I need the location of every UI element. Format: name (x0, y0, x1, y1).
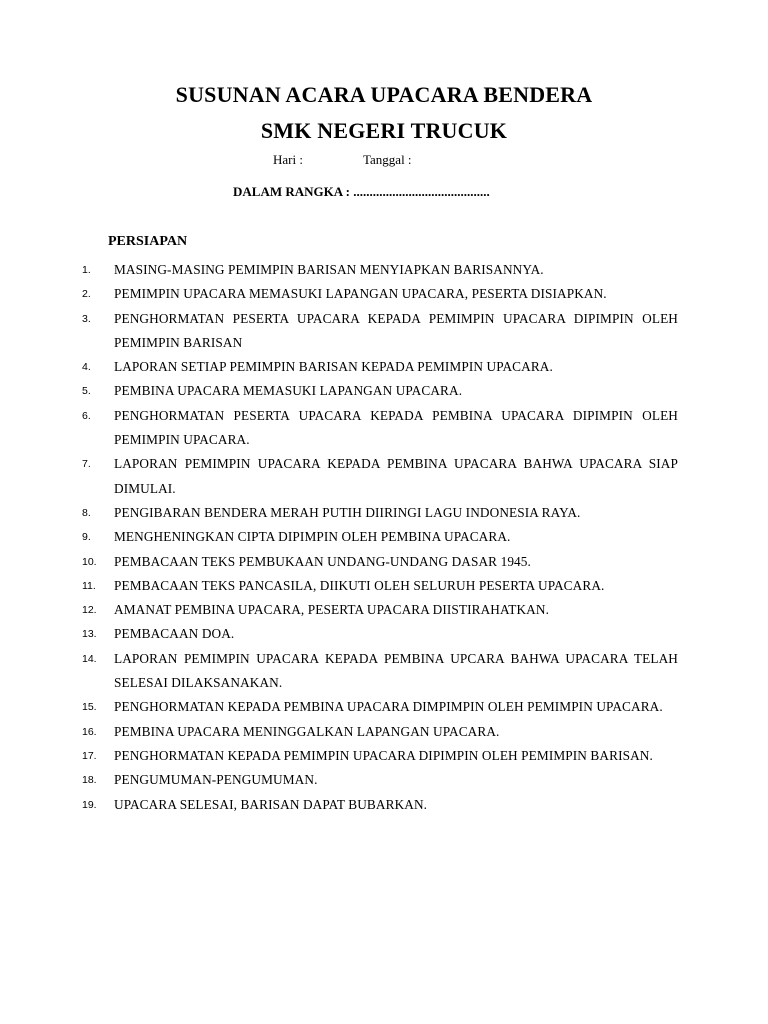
section-title: PERSIAPAN (108, 234, 188, 249)
item-text: PENGHORMATAN KEPADA PEMIMPIN UPACARA DIPIMPIN OLEH PEMIMPIN BARISAN. (114, 747, 653, 763)
list-item (82, 282, 678, 306)
item-number: 6. (82, 409, 91, 422)
item-text: PEMBACAAN TEKS PEMBUKAAN UNDANG-UNDANG DASAR 1945. (114, 553, 531, 569)
item-number: 5. (82, 385, 91, 398)
item-number: 14. (82, 652, 97, 665)
list-item (82, 379, 678, 403)
item-text: PEMBINA UPACARA MEMASUKI LAPANGAN UPACARA. (114, 383, 463, 399)
school-name: SMK NEGERI TRUCUK (260, 118, 508, 143)
item-number: 7. (82, 458, 91, 471)
item-number: 1. (82, 264, 91, 276)
item-number: 16. (82, 725, 97, 738)
item-text: PENGHORMATAN PESERTA UPACARA KEPADA PEMBINA UPACARA DIPIMPIN OLEH PEMIMPIN UPACARA. (114, 407, 678, 448)
item-text: MENGHENINGKAN CIPTA DIPIMPIN OLEH PEMBINA UPACARA. (114, 529, 511, 545)
item-number: 17. (82, 749, 97, 762)
rangka-line (233, 184, 490, 200)
list-item (82, 647, 678, 696)
list-item (82, 355, 678, 379)
list-item (82, 501, 678, 525)
list-item (82, 258, 678, 282)
agenda-list (82, 258, 678, 817)
document-title: SUSUNAN ACARA UPACARA BENDERA (175, 82, 593, 107)
item-number: 2. (82, 288, 91, 301)
item-number: 15. (82, 701, 97, 714)
item-text: PENGUMUMAN-PENGUMUMAN. (114, 772, 318, 788)
item-number: 12. (82, 604, 97, 617)
list-item (82, 744, 678, 768)
item-number: 10. (82, 555, 97, 568)
list-item (82, 525, 678, 549)
item-text: PEMIMPIN UPACARA MEMASUKI LAPANGAN UPACARA, PESERTA DISIAPKAN. (114, 286, 607, 302)
item-text: PEMBINA UPACARA MENINGGALKAN LAPANGAN UPACARA. (114, 723, 500, 739)
list-item (82, 307, 678, 356)
item-number: 19. (82, 798, 97, 811)
list-item (82, 695, 678, 719)
item-text: PEMBACAAN DOA. (114, 626, 235, 642)
list-item (82, 404, 678, 453)
item-text: PEMBACAAN TEKS PANCASILA, DIIKUTI OLEH SELURUH PESERTA UPACARA. (114, 577, 605, 593)
item-text: MASING-MASING PEMIMPIN BARISAN MENYIAPKAN BARISANNYA. (114, 262, 544, 277)
item-text: LAPORAN SETIAP PEMIMPIN BARISAN KEPADA PEMIMPIN UPACARA. (114, 359, 553, 375)
item-text: PENGIBARAN BENDERA MERAH PUTIH DIIRINGI LAGU INDONESIA RAYA. (114, 504, 581, 520)
item-text: PENGHORMATAN KEPADA PEMBINA UPACARA DIMPIMPIN OLEH PEMIMPIN UPACARA. (114, 699, 663, 715)
list-item (82, 720, 678, 744)
rangka-value: .......................................... (353, 184, 490, 199)
item-text: AMANAT PEMBINA UPACARA, PESERTA UPACARA DIISTIRAHATKAN. (114, 602, 549, 618)
list-item (82, 452, 678, 501)
list-item (82, 550, 678, 574)
list-item (82, 768, 678, 792)
list-item (82, 598, 678, 622)
item-text: LAPORAN PEMIMPIN UPACARA KEPADA PEMBINA UPCARA BAHWA UPACARA TELAH SELESAI DILAKSANAKAN. (114, 650, 678, 691)
tanggal-label: Tanggal : (363, 152, 412, 167)
item-number: 11. (82, 579, 96, 592)
item-text: PENGHORMATAN PESERTA UPACARA KEPADA PEMIMPIN UPACARA DIPIMPIN OLEH PEMIMPIN BARISAN (114, 310, 678, 350)
item-number: 13. (82, 628, 97, 641)
item-number: 8. (82, 506, 91, 519)
list-item (82, 574, 678, 598)
rangka-label: DALAM RANGKA : (233, 184, 350, 199)
list-item (82, 793, 678, 817)
item-number: 18. (82, 774, 97, 787)
item-number: 4. (82, 361, 91, 374)
item-text: LAPORAN PEMIMPIN UPACARA KEPADA PEMBINA UPACARA BAHWA UPACARA SIAP DIMULAI. (114, 456, 678, 496)
list-item (82, 622, 678, 646)
item-text: UPACARA SELESAI, BARISAN DAPAT BUBARKAN. (114, 796, 428, 812)
item-number: 9. (82, 531, 91, 544)
hari-label: Hari : (273, 152, 303, 167)
item-number: 3. (82, 312, 91, 325)
